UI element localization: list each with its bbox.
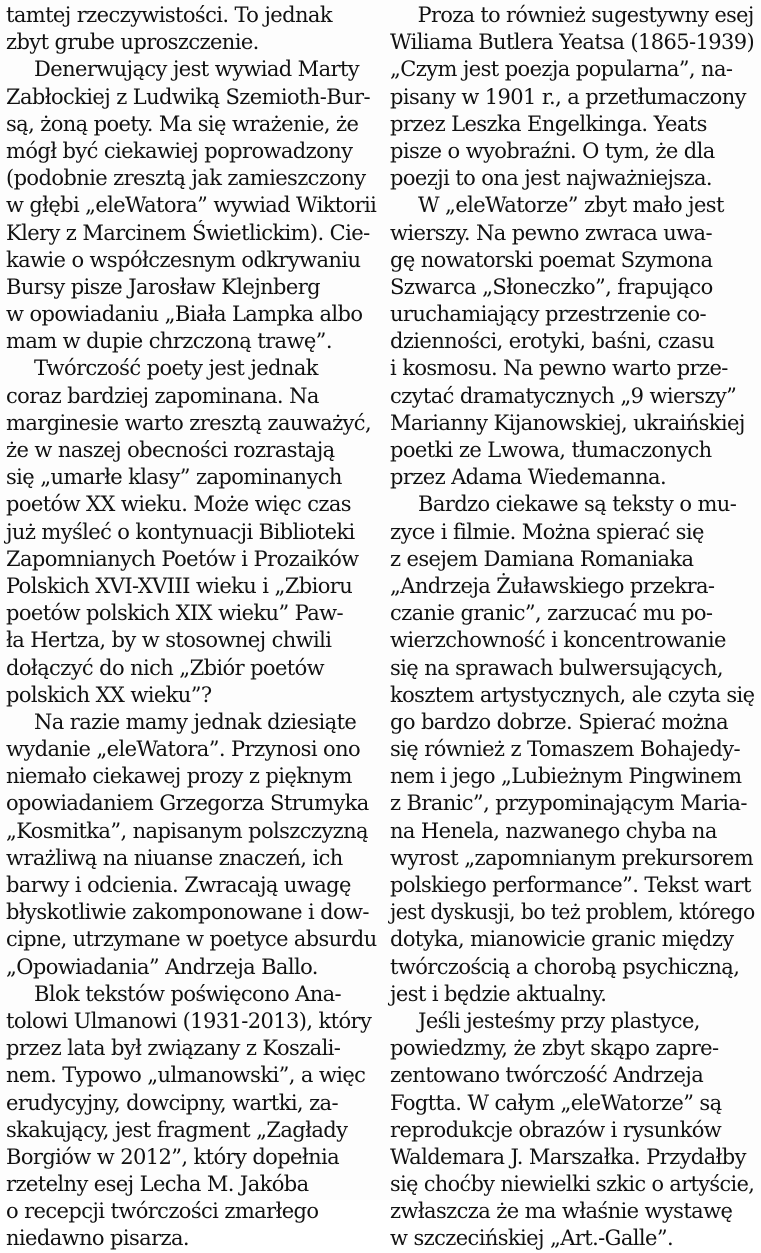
text-line: wydanie „eleWatora”. Przynosi ono <box>6 737 361 762</box>
text-line: Polskich XVI-XVIII wieku i „Zbioru <box>6 573 353 598</box>
text-line: Blok tekstów poświęcono Ana- <box>34 981 342 1006</box>
text-line: „Czym jest poezja popularna”, na- <box>390 57 733 82</box>
text-line: gę nowatorski poemat Szymona <box>390 247 713 272</box>
text-line: jest dyskusji, bo też problem, którego <box>390 900 755 925</box>
text-line: Szwarca „Słoneczko”, frapująco <box>390 274 713 299</box>
text-line: opowiadaniem Grzegorza Strumyka <box>6 791 369 816</box>
text-line: skakujący, jest fragment „Zagłady <box>6 1117 348 1142</box>
text-line: cipne, utrzymane w poetyce absurdu <box>6 927 377 952</box>
text-line: mógł być ciekawiej poprowadzony <box>6 138 353 163</box>
text-line: Zapomnianych Poetów i Prozaików <box>6 546 359 571</box>
text-line: się „umarłe klasy” zapominanych <box>6 465 342 490</box>
text-line: Bursy pisze Jarosław Klejnberg <box>6 274 321 299</box>
text-line: rzetelny esej Lecha M. Jakóba <box>6 1172 309 1197</box>
text-line: Borgiów w 2012”, który dopełnia <box>6 1144 340 1169</box>
text-line: już myśleć o kontynuacji Biblioteki <box>6 519 355 544</box>
text-line: marginesie warto zresztą zauważyć, <box>6 410 372 435</box>
text-column-left <box>6 2 376 1253</box>
text-line: „Andrzeja Żuławskiego przekra- <box>390 573 715 598</box>
text-line: Denerwujący jest wywiad Marty <box>34 57 360 82</box>
text-line: poezji to ona jest najważniejsza. <box>390 166 712 191</box>
text-line: Marianny Kijanowskiej, ukraińskiej <box>390 410 745 435</box>
text-line: Proza to również sugestywny esej <box>417 3 754 27</box>
text-line: dołączyć do nich „Zbiór poetów <box>6 655 325 680</box>
text-line: Waldemara J. Marszałka. Przydałby <box>390 1144 746 1169</box>
text-line: „Kosmitka”, napisanym polszczyzną <box>6 818 368 843</box>
text-line: że w naszej obecności rozrastają <box>6 438 335 462</box>
text-line: twórczością a chorobą psychiczną, <box>390 954 740 979</box>
text-line: czanie granic”, zarzucać mu po- <box>390 601 713 626</box>
text-line: poetów XX wieku. Może więc czas <box>6 492 351 517</box>
text-line: kosztem artystycznych, ale czyta się <box>390 682 755 707</box>
text-line: tolowi Ulmanowi (1931-2013), który <box>6 1008 372 1033</box>
text-line: poetów polskich XIX wieku” Paw- <box>6 601 344 626</box>
text-line: wyrost „zapomnianym prekursorem <box>390 845 754 870</box>
text-line: (podobnie zresztą jak zamieszczony <box>6 166 366 191</box>
text-line: Bardzo ciekawe są teksty o mu- <box>418 492 737 517</box>
text-line: polskich XX wieku”? <box>6 682 212 707</box>
text-line: z esejem Damiana Romaniaka <box>390 546 694 571</box>
text-line: się również z Tomaszem Bohajedy- <box>390 737 740 762</box>
text-line: poetki ze Lwowa, tłumaczonych <box>390 438 712 462</box>
text-line: przez Adama Wiedemanna. <box>390 465 667 490</box>
text-line: go bardzo dobrze. Spierać można <box>390 709 729 734</box>
text-line: się na sprawach bulwersujących, <box>390 655 723 680</box>
text-line: niedawno pisarza. <box>6 1226 190 1251</box>
text-column-right <box>390 2 754 1253</box>
text-line: polskiego performance”. Tekst wart <box>390 873 751 897</box>
text-line: w szczecińskiej „Art.-Galle”. <box>390 1226 674 1251</box>
text-line: Zabłockiej z Ludwiką Szemioth-Bur- <box>6 84 370 109</box>
text-line: uruchamiający przestrzenie co- <box>390 302 706 327</box>
text-line: „Opowiadania” Andrzeja Ballo. <box>6 954 318 979</box>
text-line: w opowiadaniu „Biała Lampka albo <box>6 302 363 327</box>
text-line: o recepcji twórczości zmarłego <box>6 1199 319 1224</box>
text-line: powiedzmy, że zbyt skąpo zapre- <box>390 1036 719 1061</box>
text-line: kawie o współczesnym odkrywaniu <box>6 247 361 272</box>
text-line: wierszy. Na pewno zwraca uwa- <box>390 220 712 245</box>
text-line: dzienności, erotyki, baśni, czasu <box>390 329 715 354</box>
text-line: przez lata był związany z Koszali- <box>6 1036 341 1061</box>
text-line: zbyt grube uproszczenie. <box>6 30 259 55</box>
text-line: mam w dupie chrzczoną trawę”. <box>6 329 332 354</box>
text-line: tamtej rzeczywistości. To jednak <box>6 3 332 27</box>
text-line: błyskotliwie zakomponowane i dow- <box>6 900 369 925</box>
text-line: Jeśli jesteśmy przy plastyce, <box>418 1008 700 1033</box>
text-line: się choćby niewielki szkic o artyście, <box>390 1172 755 1197</box>
text-line: reprodukcje obrazów i rysunków <box>390 1117 722 1142</box>
text-line: barwy i odcienia. Zwracają uwagę <box>6 873 351 897</box>
text-line: zyce i filmie. Można spierać się <box>390 519 704 544</box>
text-line: ła Hertza, by w stosownej chwili <box>6 628 332 653</box>
text-line: dotyka, mianowicie granic między <box>390 927 734 952</box>
text-line: nem. Typowo „ulmanowski”, a więc <box>6 1063 366 1088</box>
text-line: z Branic”, przypominającym Maria- <box>390 791 747 816</box>
text-line: coraz bardziej zapominana. Na <box>6 383 319 408</box>
text-line: w głębi „eleWatora” wywiad Wiktorii <box>6 193 377 218</box>
text-line: W „eleWatorze” zbyt mało jest <box>418 193 724 218</box>
text-line: Na razie mamy jednak dziesiąte <box>34 709 357 734</box>
text-line: zentowano twórczość Andrzeja <box>390 1063 704 1088</box>
text-line: wierzchowność i koncentrowanie <box>390 628 726 653</box>
text-line: nem i jego „Lubieżnym Pingwinem <box>390 764 742 789</box>
text-line: Wiliama Butlera Yeatsa (1865-1939) <box>390 30 755 55</box>
text-line: czytać dramatycznych „9 wierszy” <box>390 383 737 408</box>
text-line: wrażliwą na niuanse znaczeń, ich <box>6 845 343 870</box>
text-line: na Henela, nazwanego chyba na <box>390 818 717 843</box>
text-line: pisze o wyobraźni. O tym, że dla <box>390 138 715 163</box>
text-line: niemało ciekawej prozy z pięknym <box>6 764 352 789</box>
text-line: zwłaszcza że ma właśnie wystawę <box>390 1199 733 1224</box>
text-line: pisany w 1901 r., a przetłumaczony <box>390 84 746 109</box>
text-line: Klery z Marcinem Świetlickim). Cie- <box>6 220 370 245</box>
text-line: i kosmosu. Na pewno warto prze- <box>390 356 728 381</box>
text-line: przez Leszka Engelkinga. Yeats <box>390 111 707 136</box>
text-line: jest i będzie aktualny. <box>390 981 607 1006</box>
text-line: są, żoną poety. Ma się wrażenie, że <box>6 111 359 136</box>
text-line: Fogtta. W całym „eleWatorze” są <box>390 1090 722 1115</box>
text-line: erudycyjny, dowcipny, wartki, za- <box>6 1090 338 1115</box>
text-line: Twórczość poety jest jednak <box>34 356 318 381</box>
